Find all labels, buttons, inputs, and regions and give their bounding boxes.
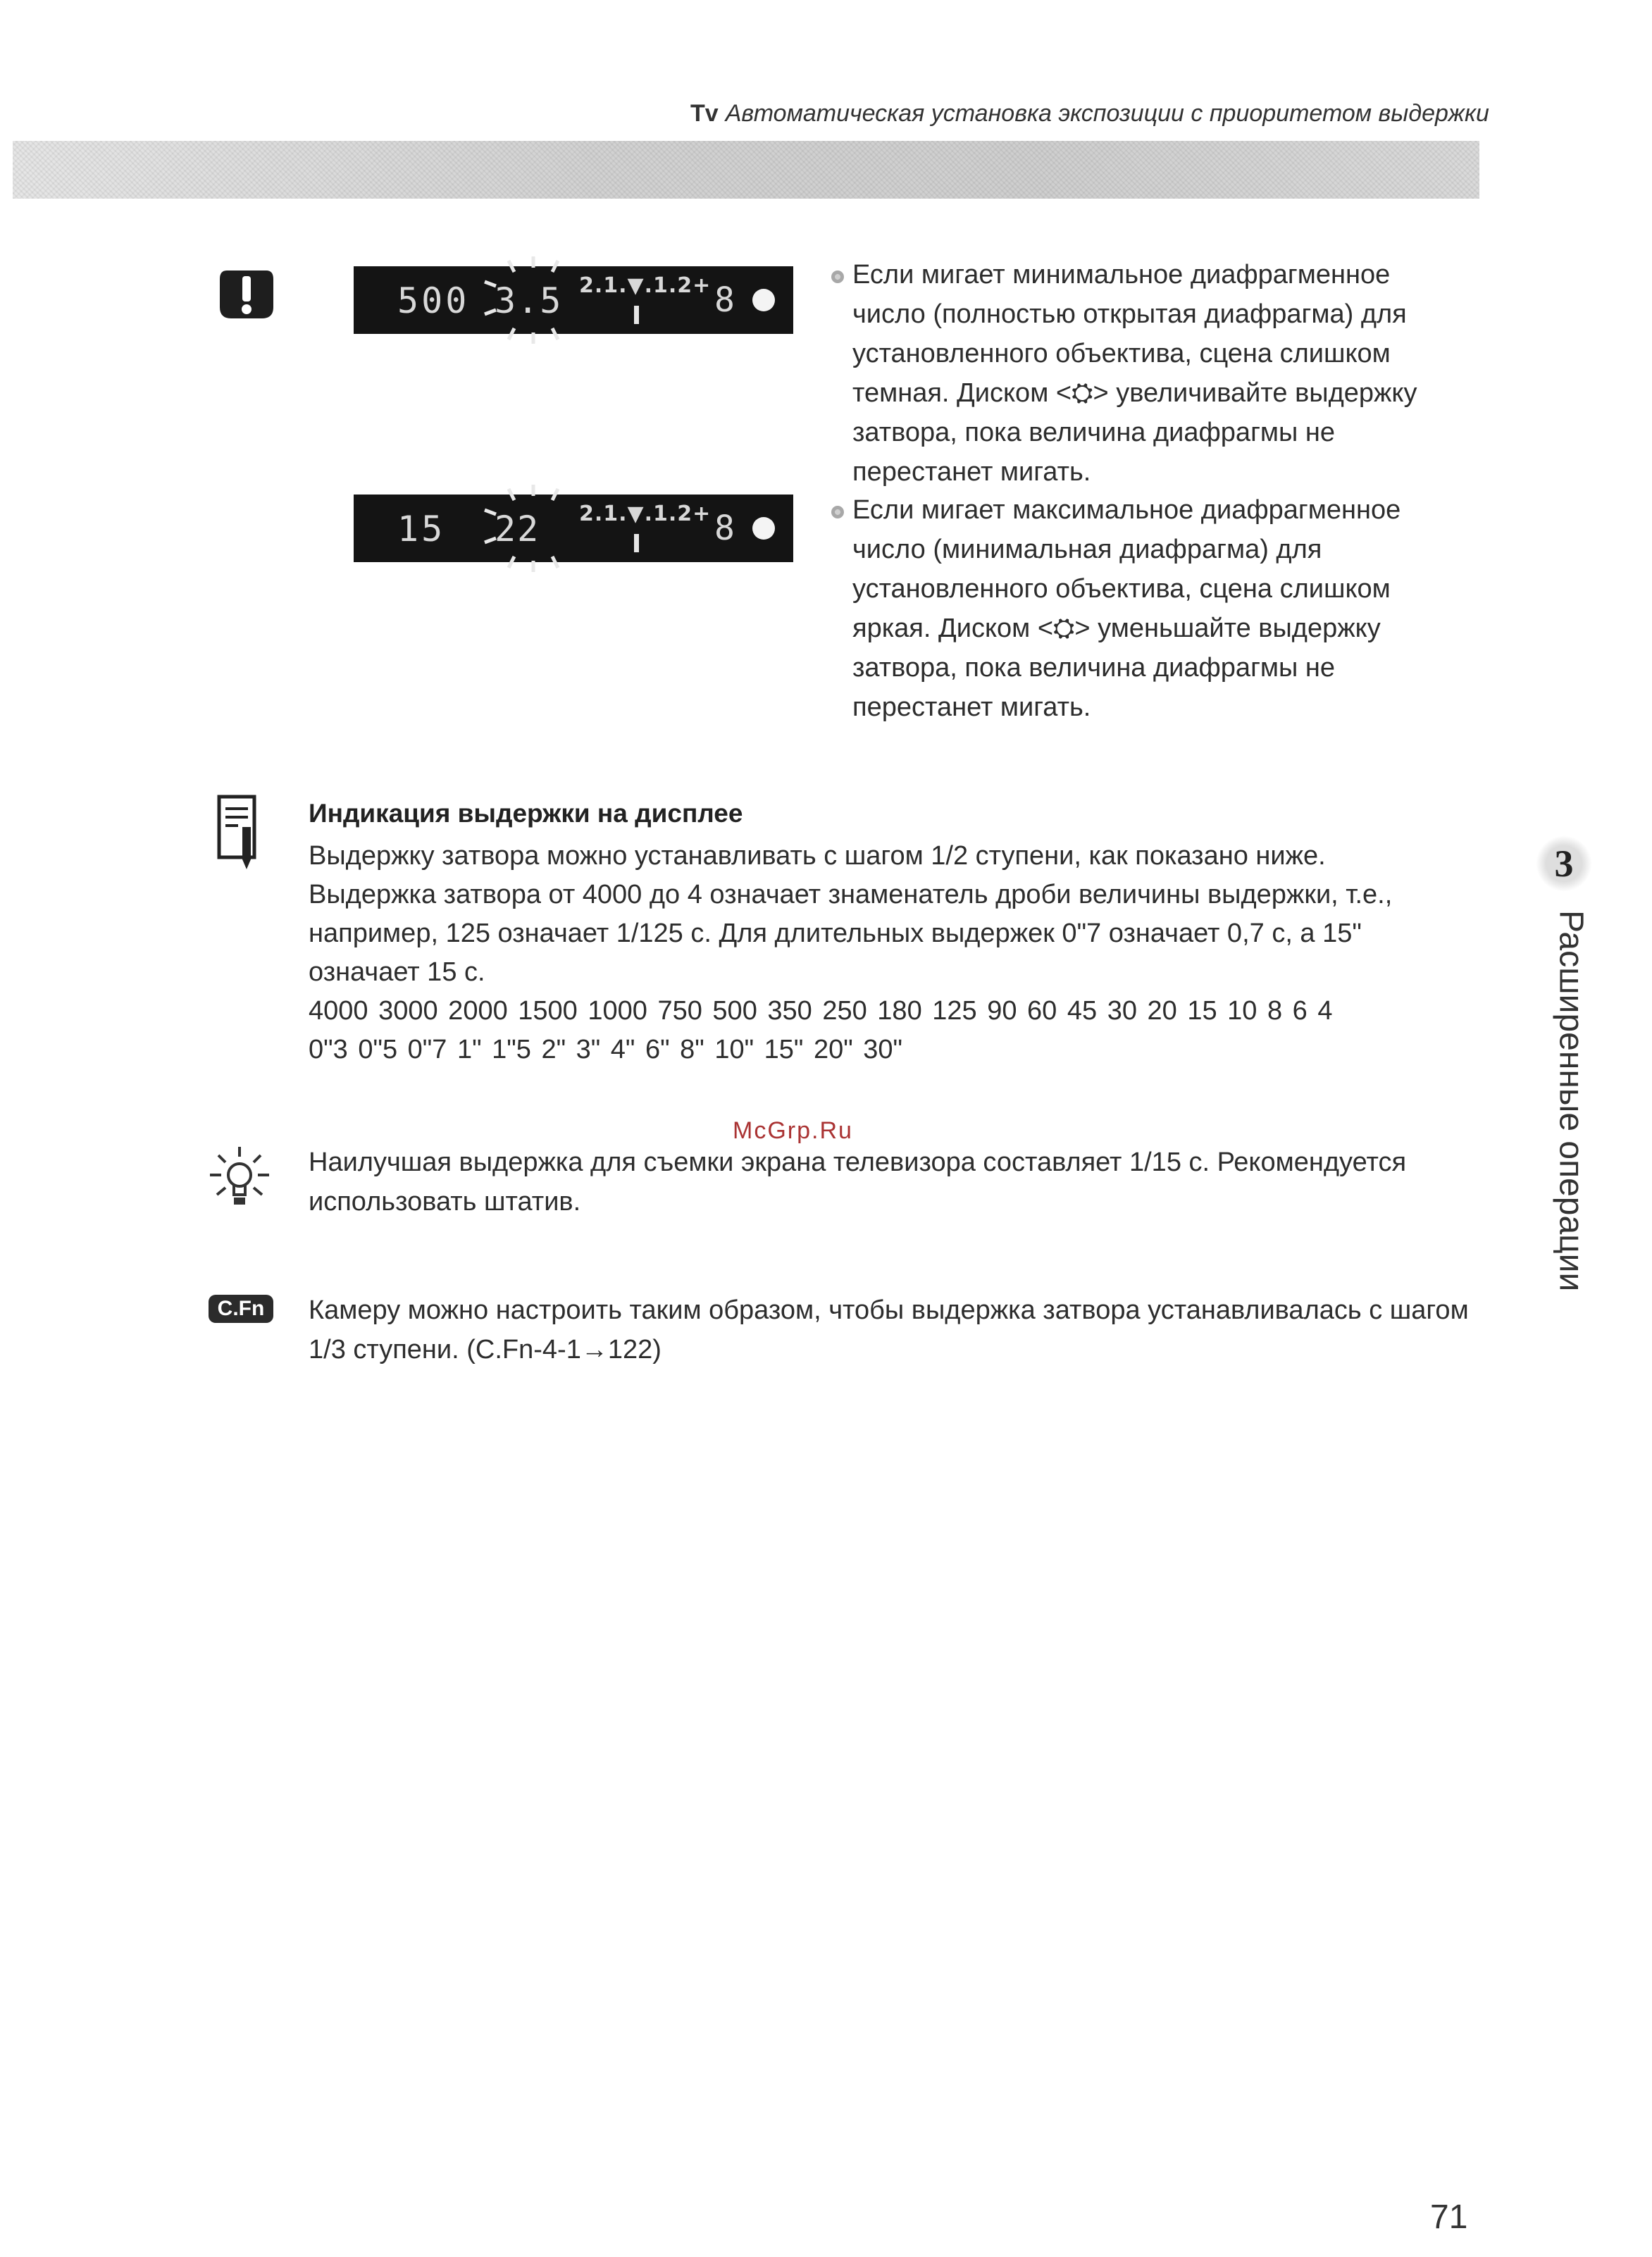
bullet-icon — [831, 271, 844, 283]
caution-icon — [217, 265, 276, 324]
watermark: McGrp.Ru — [733, 1117, 853, 1144]
lcd-shots-remaining: 8 — [714, 280, 735, 320]
shutter-speeds-row: 4000 3000 2000 1500 1000 750 500 350 250 180 125 90 60 45 30 20 15 10 8 6 4 — [309, 996, 1333, 1026]
tip-text — [309, 1143, 1436, 1221]
lcd-shutter-value: 500 — [397, 280, 470, 321]
memo-icon — [217, 795, 259, 872]
text-line: 1/3 ступени. (C.Fn-4-1→122) — [309, 1335, 662, 1364]
text-line: означает 15 с. — [309, 957, 485, 987]
running-header — [690, 100, 1489, 134]
text-line: например, 125 означает 1/125 с. Для длительных выдержек 0"7 означает 0,7 с, а 15" — [309, 919, 1362, 948]
bullet-bright-scene — [852, 490, 1472, 727]
text-line: число (полностью открытая диафрагма) для — [852, 299, 1407, 329]
header-band — [13, 141, 1479, 199]
memo-heading: Индикация выдержки на дисплее — [309, 799, 743, 828]
lcd-aperture-value: 3.5 — [495, 280, 563, 321]
text-line: перестанет мигать. — [852, 457, 1091, 487]
lcd-panel-bright-scene — [354, 495, 793, 562]
lcd-aperture-value: 22 — [495, 509, 540, 549]
text-line: Выдержка затвора от 4000 до 4 означает знаменатель дроби величины выдержки, т.е., — [309, 880, 1393, 909]
chapter-title: Расширенные операции — [1552, 910, 1590, 1292]
text-line: Наилучшая выдержка для съемки экрана телевизора составляет 1/15 с. Рекомендуется — [309, 1148, 1407, 1177]
lcd-shots-remaining: 8 — [714, 509, 735, 548]
lcd-shutter-value: 15 — [397, 509, 446, 549]
lcd-focus-dot — [752, 517, 775, 540]
text-line: установленного объектива, сцена слишком — [852, 339, 1391, 368]
chapter-number: 3 — [1536, 835, 1592, 892]
cfn-badge: C.Fn — [209, 1295, 273, 1323]
header-title-text: Автоматическая установка экспозиции с приоритетом выдержки — [725, 100, 1489, 127]
text-line: установленного объектива, сцена слишком — [852, 574, 1391, 604]
text-line: Камеру можно настроить таким образом, чтобы выдержка затвора устанавливалась с шагом — [309, 1295, 1469, 1325]
lcd-scale-pointer — [634, 534, 639, 552]
text-line: Выдержку затвора можно устанавливать с шагом 1/2 ступени, как показано ниже. — [309, 841, 1326, 871]
page-number: 71 — [1430, 2199, 1468, 2236]
lcd-focus-dot — [752, 289, 775, 311]
lcd-scale-pointer — [634, 306, 639, 324]
lcd-panel-dark-scene — [354, 266, 793, 334]
text-line: использовать штатив. — [309, 1187, 581, 1217]
text-line: перестанет мигать. — [852, 692, 1091, 722]
text-line: число (минимальная диафрагма) для — [852, 535, 1322, 564]
text-line: темная. Диском <⛭> увеличивайте выдержку — [852, 378, 1417, 408]
text-line: затвора, пока величина диафрагмы не — [852, 653, 1336, 683]
text-line: Если мигает максимальное диафрагменное — [852, 495, 1401, 525]
lcd-exposure-scale: 2.1.▼.1.2+ — [579, 273, 712, 298]
bullet-icon — [831, 506, 844, 518]
text-line: затвора, пока величина диафрагмы не — [852, 418, 1336, 447]
bullet-dark-scene — [852, 255, 1472, 492]
mode-label: Tv — [690, 100, 719, 127]
text-line: яркая. Диском <⛭> уменьшайте выдержку — [852, 614, 1381, 643]
shutter-speeds-row-long: 0"3 0"5 0"7 1" 1"5 2" 3" 4" 6" 8" 10" 15" 20" 30" — [309, 1035, 903, 1064]
tip-bulb-icon — [206, 1141, 273, 1219]
memo-body — [309, 837, 1450, 1069]
text-line: Если мигает минимальное диафрагменное — [852, 260, 1391, 290]
lcd-exposure-scale: 2.1.▼.1.2+ — [579, 502, 712, 526]
cfn-text — [309, 1291, 1469, 1369]
